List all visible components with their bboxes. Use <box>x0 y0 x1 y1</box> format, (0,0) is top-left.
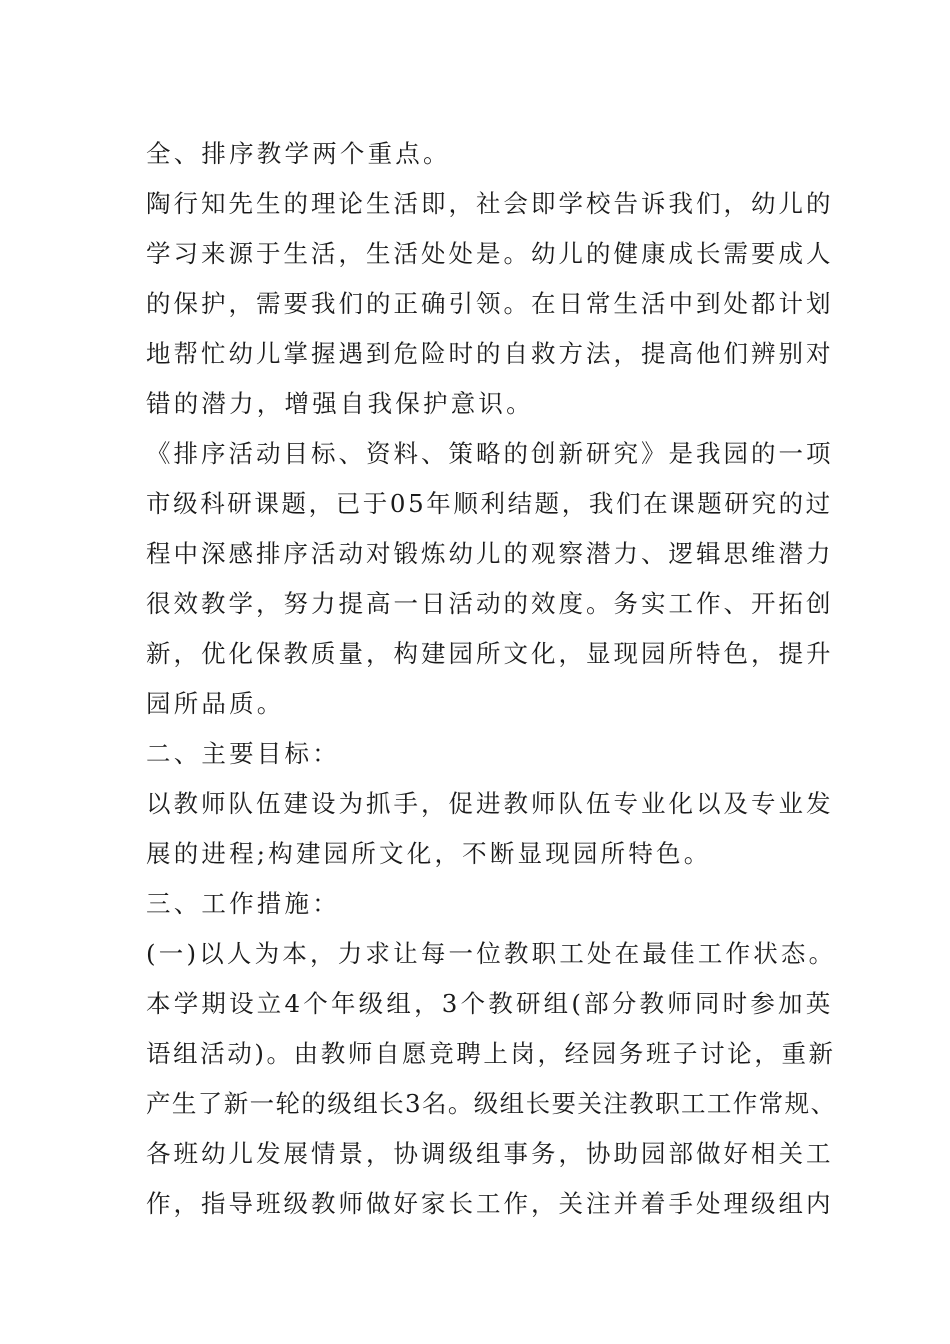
text-line: 全、排序教学两个重点。 <box>146 139 451 168</box>
text-line: 各班幼儿发展情景，协调级组事务，协助园部做好相关工 <box>146 1139 834 1168</box>
text-line: 市级科研课题，已于05年顺利结题，我们在课题研究的过 <box>146 489 833 518</box>
text-line: 错的潜力，增强自我保护意识。 <box>146 389 534 418</box>
text-line: 本学期设立4个年级组，3个教研组(部分教师同时参加英 <box>146 989 834 1018</box>
text-line: 的保护，需要我们的正确引领。在日常生活中到处都计划 <box>146 289 834 318</box>
subsection-heading: (一)以人为本，力求让每一位教职工处在最佳工作状态。 <box>146 939 837 968</box>
document-body <box>146 129 836 1229</box>
text-line: 程中深感排序活动对锻炼幼儿的观察潜力、逻辑思维潜力 <box>146 539 834 568</box>
section-heading: 二、主要目标： <box>146 739 340 768</box>
text-line: 作，指导班级教师做好家长工作，关注并着手处理级组内 <box>146 1189 834 1218</box>
text-line: 《排序活动目标、资料、策略的创新研究》是我园的一项 <box>146 439 834 468</box>
text-line: 产生了新一轮的级组长3名。级组长要关注教职工工作常规、 <box>146 1089 837 1118</box>
section-heading: 三、工作措施： <box>146 889 340 918</box>
text-line: 地帮忙幼儿掌握遇到危险时的自救方法，提高他们辨别对 <box>146 339 834 368</box>
text-line: 学习来源于生活，生活处处是。幼儿的健康成长需要成人 <box>146 239 834 268</box>
text-line: 展的进程;构建园所文化，不断显现园所特色。 <box>146 839 712 868</box>
text-line: 新，优化保教质量，构建园所文化，显现园所特色，提升 <box>146 639 834 668</box>
text-line: 陶行知先生的理论生活即，社会即学校告诉我们，幼儿的 <box>146 189 834 218</box>
text-line: 园所品质。 <box>146 689 285 718</box>
text-line: 很效教学，努力提高一日活动的效度。务实工作、开拓创 <box>146 589 834 618</box>
text-line: 以教师队伍建设为抓手，促进教师队伍专业化以及专业发 <box>146 789 834 818</box>
text-line: 语组活动)。由教师自愿竞聘上岗，经园务班子讨论，重新 <box>146 1039 836 1068</box>
